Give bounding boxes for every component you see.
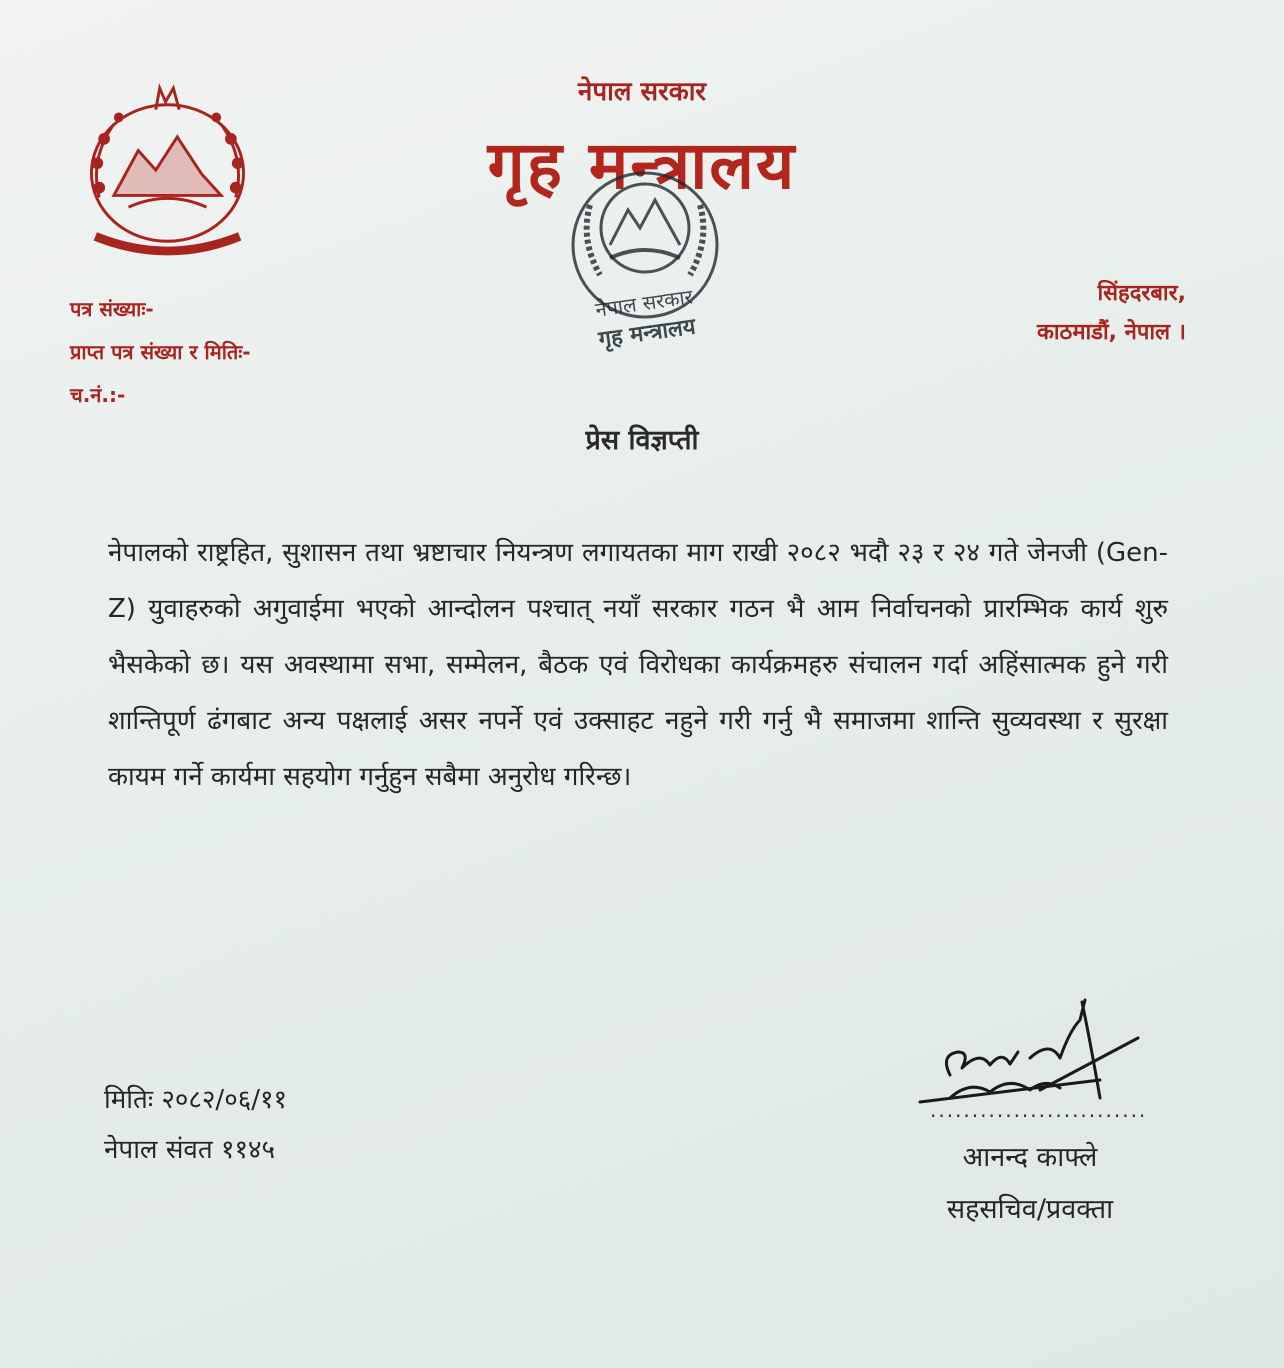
date-block (104, 1075, 287, 1175)
nepal-sambat-date: नेपाल संवत ११४५ (104, 1135, 276, 1165)
document-title: प्रेस विज्ञप्ती (585, 425, 699, 456)
address-block (1037, 274, 1186, 352)
stamp-text-line2: गृह मन्त्रालय (597, 314, 698, 353)
stamp-text-line1: नेपाल सरकार (593, 284, 695, 322)
signature-line: .......................... (930, 1098, 1148, 1122)
signatory-name: आनन्द काफ्ले (962, 1142, 1098, 1173)
address-line-1: सिंहदरबार, (1097, 281, 1186, 306)
letter-number-label: पत्र संख्याः- (70, 297, 154, 321)
issue-date: मितिः २०८२/०६/११ (104, 1085, 288, 1115)
government-heading: नेपाल सरकार (577, 77, 707, 107)
signatory-designation: सहसचिव/प्रवक्ता (946, 1194, 1114, 1225)
received-letter-label: प्राप्त पत्र संख्या र मितिः- (70, 340, 251, 364)
dispatch-number-label: च.नं.:- (70, 383, 126, 407)
ministry-heading: गृह मन्त्रालय (487, 127, 797, 204)
body-paragraph: नेपालको राष्ट्रहित, सुशासन तथा भ्रष्टाचार नियन्त्रण लगायतका माग राखी २०८२ भदौ २३ र २४ गते जेनजी (Gen-Z) युवाहरुको अगुवाईमा भएको आन्दोलन पश्चात् नयाँ सरकार गठन भै आम निर्वाचनको प्रारम्भिक कार्य शुरु भैसकेको छ। यस अवस्थामा सभा, सम्मेलन, बैठक एवं विरोधका कार्यक्रमहरु संचालन गर्दा अहिंसात्मक हुने गरी शान्तिपूर्ण ढंगबाट अन्य पक्षलाई असर नपर्ने एवं उक्साहट नहुने गरी गर्नु भै समाजमा शान्ति सुव्यवस्था र सुरक्षा कायम गर्ने कार्यमा सहयोग गर्नुहुन सबैमा अनुरोध गरिन्छ। (108, 538, 1168, 792)
ministry-round-stamp-icon (540, 150, 750, 360)
address-line-2: काठमाडौं, नेपाल । (1036, 320, 1186, 345)
signatory-block (930, 1132, 1130, 1236)
reference-block (70, 288, 251, 417)
